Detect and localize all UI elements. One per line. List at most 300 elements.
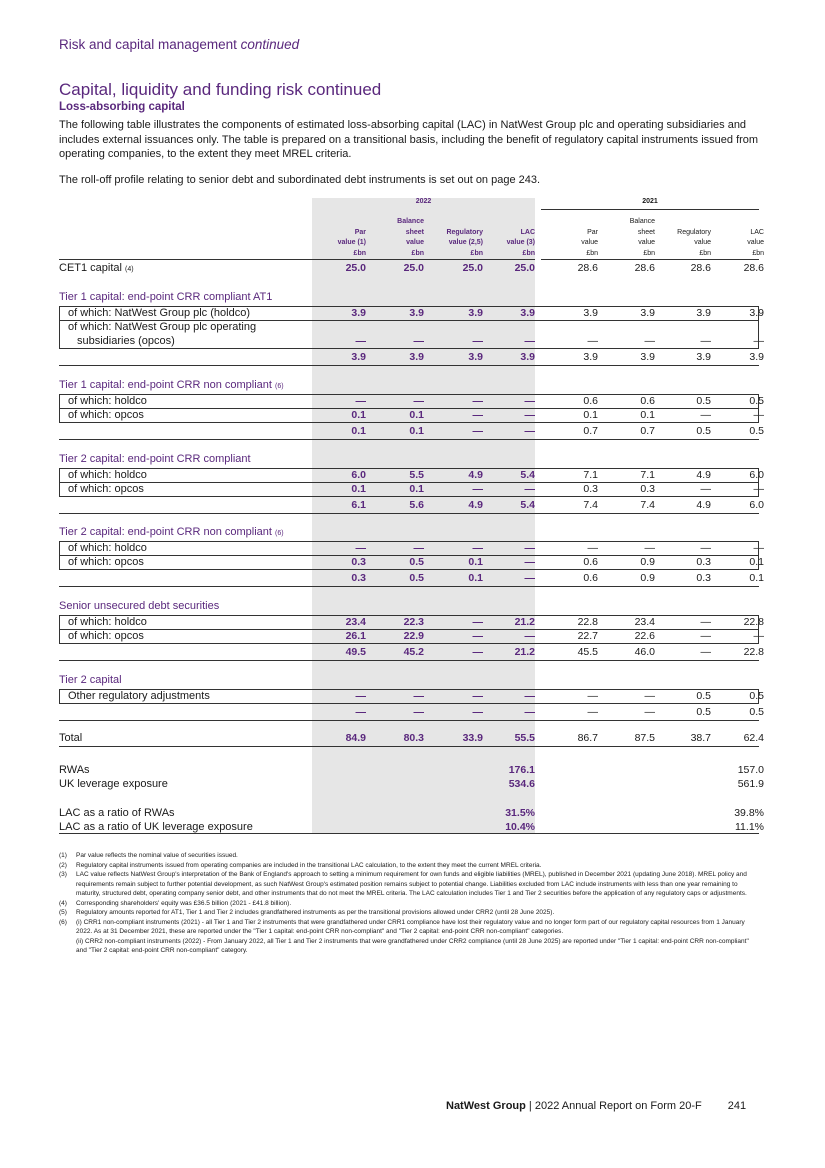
data-row: [59, 615, 764, 629]
value-2021: —: [700, 630, 711, 642]
row-label-text: of which: holdco: [68, 395, 147, 407]
page-title: Capital, liquidity and funding risk continued: [59, 80, 382, 99]
value-2022: 6.1: [351, 499, 366, 511]
value-2022: —: [472, 630, 483, 642]
header-rule-2022: [59, 259, 535, 260]
column-header: [657, 213, 711, 259]
value-2021: 0.5: [749, 690, 764, 702]
footnote-number: (2): [59, 861, 67, 869]
value-2022: —: [524, 690, 535, 702]
column-header-line: [581, 217, 598, 228]
value-2021: 0.6: [583, 556, 598, 568]
section-top-rule: [59, 615, 759, 616]
column-header: [312, 213, 366, 259]
value-2022: 23.4: [345, 616, 366, 628]
value-2022: —: [355, 706, 366, 718]
section-title: [59, 291, 272, 303]
column-header-text: [397, 217, 424, 259]
section-right-rule: [758, 541, 759, 569]
row-label-text: LAC as a ratio of RWAs: [59, 807, 175, 819]
value-2021: 7.4: [640, 499, 655, 511]
value-2021: 45.5: [577, 646, 598, 658]
value-2022: 10.4%: [505, 821, 535, 833]
section-left-rule: [59, 689, 60, 703]
footnote-number: (1): [59, 852, 67, 859]
section-right-rule: [758, 468, 759, 496]
column-header-line: Regulatory: [446, 228, 483, 236]
value-2022: 0.1: [468, 572, 483, 584]
value-2021: 0.9: [640, 556, 655, 568]
value-2021: 11.1%: [735, 821, 764, 833]
section-left-rule: [59, 541, 60, 569]
column-header-line: Par: [587, 228, 598, 236]
value-2021: 3.9: [640, 351, 655, 363]
footnote: [59, 861, 761, 871]
value-2022: —: [413, 690, 424, 702]
value-2022: 4.9: [468, 499, 483, 511]
row-label-text: RWAs: [59, 764, 90, 776]
value-2021: —: [700, 616, 711, 628]
value-2021: 0.7: [640, 425, 655, 437]
value-2021: 3.9: [640, 307, 655, 319]
value-2022: 26.1: [345, 630, 366, 642]
section-title-text: Tier 1 capital: end-point CRR compliant AT1: [59, 291, 273, 303]
value-2022: —: [524, 395, 535, 407]
value-2021: 4.9: [696, 499, 711, 511]
row-rule: [59, 422, 759, 423]
footnote: [59, 870, 761, 899]
column-header-line: £bn: [752, 249, 764, 257]
row-label-text: of which: opcos: [68, 483, 144, 495]
cet1-row: [59, 261, 764, 275]
row-label: [59, 763, 90, 777]
column-header-line: LAC: [520, 228, 535, 236]
value-2022: 45.2: [403, 646, 424, 658]
year-2021-label: 2021: [642, 198, 658, 205]
row-label: [68, 306, 250, 320]
value-2022: 3.9: [351, 307, 366, 319]
value-2022: 0.5: [409, 572, 424, 584]
value-2022: —: [524, 409, 535, 421]
value-2022: 3.9: [520, 351, 535, 363]
section-left-rule: [59, 394, 60, 422]
row-label: [68, 468, 147, 482]
section-title-text: Tier 2 capital: [59, 674, 122, 686]
footnotes: [59, 851, 761, 956]
value-2022: 0.3: [351, 572, 366, 584]
column-header-line: value (1): [337, 239, 366, 246]
row-label: [68, 482, 144, 496]
section-left-rule: [59, 615, 60, 643]
subtotal-rule: [59, 365, 759, 366]
value-2022: 0.1: [351, 409, 366, 421]
footnote-text: Corresponding shareholders' equity was £36.5 billion (2021 - £41.8 billion).: [76, 899, 292, 907]
value-2022: —: [524, 483, 535, 495]
row-label: [68, 615, 147, 629]
value-2022: —: [524, 425, 535, 437]
value-2021: 7.4: [583, 499, 598, 511]
footnote-ref: (6): [275, 530, 284, 537]
row-label-text: of which: holdco: [68, 469, 147, 481]
subtotal-rule: [59, 513, 759, 514]
value-2022: —: [472, 646, 483, 658]
value-2021: 87.5: [634, 732, 655, 744]
footnote-number: (3): [59, 871, 67, 878]
value-2022: —: [355, 335, 366, 347]
value-2021: 62.4: [743, 732, 764, 744]
value-2021: 22.6: [634, 630, 655, 642]
value-2021: 22.8: [743, 616, 764, 628]
row-rule: [59, 703, 759, 704]
footnote: [59, 899, 761, 909]
value-2021: —: [587, 542, 598, 554]
total-row: [59, 731, 764, 745]
row-rule: [59, 496, 759, 497]
section-top-rule: [59, 541, 759, 542]
value-2022: —: [413, 335, 424, 347]
row-label-text: Other regulatory adjustments: [68, 690, 210, 702]
data-row: [59, 541, 764, 555]
column-header-line: £bn: [699, 249, 711, 257]
value-2022: 0.3: [351, 556, 366, 568]
value-2022: —: [524, 630, 535, 642]
column-header-line: Balance: [397, 218, 424, 225]
value-2021: 86.7: [577, 732, 598, 744]
value-2021: 22.8: [577, 616, 598, 628]
row-label-text: UK leverage exposure: [59, 778, 168, 790]
column-header-line: LAC: [750, 228, 764, 236]
section-title-text: Senior unsecured debt securities: [59, 600, 220, 612]
section-right-rule: [758, 394, 759, 422]
column-header-line: Par: [354, 228, 366, 236]
column-header-line: value: [694, 239, 711, 246]
value-2021: 22.7: [577, 630, 598, 642]
value-2022: 3.9: [520, 307, 535, 319]
row-label-text: of which: opcos: [68, 630, 144, 642]
value-2021: 0.6: [583, 395, 598, 407]
column-header-text: [446, 217, 483, 259]
value-2022: 22.9: [403, 630, 424, 642]
value-2021: 3.9: [749, 351, 764, 363]
value-2021: 157.0: [737, 764, 764, 776]
value-2022: —: [472, 542, 483, 554]
row-label: [68, 394, 147, 408]
row-label: [59, 261, 134, 277]
value-2021: 0.3: [583, 483, 598, 495]
column-header-text: [338, 217, 366, 259]
value-2022: —: [524, 706, 535, 718]
row-rule: [59, 569, 759, 570]
section-top-rule: [59, 689, 759, 690]
value-2021: —: [700, 542, 711, 554]
row-label-text: LAC as a ratio of UK leverage exposure: [59, 821, 253, 833]
value-2021: 3.9: [583, 307, 598, 319]
value-2021: 3.9: [696, 307, 711, 319]
row-label: [59, 820, 253, 834]
value-2022: —: [524, 335, 535, 347]
value-2021: 0.5: [696, 425, 711, 437]
value-2021: —: [587, 690, 598, 702]
page-section-header: Risk and capital management continued: [59, 37, 300, 52]
value-2021: 0.9: [640, 572, 655, 584]
section-left-rule: [59, 306, 60, 348]
value-2021: 7.1: [583, 469, 598, 481]
column-header-line: £bn: [586, 249, 598, 257]
value-2022: —: [524, 572, 535, 584]
value-2022: 3.9: [409, 307, 424, 319]
section-title: [59, 379, 284, 391]
section-top-rule: [59, 306, 759, 307]
value-2021: 39.8%: [734, 807, 764, 819]
value-2021: 3.9: [696, 351, 711, 363]
year-2022-label: 2022: [415, 198, 432, 205]
row-label-continuation: subsidiaries (opcos): [77, 335, 175, 347]
footnote-text: Par value reflects the nominal value of securities issued.: [76, 852, 238, 859]
value-2021: —: [700, 335, 711, 347]
subtotal-rule: [59, 439, 759, 440]
value-2022: 25.0: [462, 262, 483, 274]
value-2022: 21.2: [514, 616, 535, 628]
footnote-text-continued: (ii) CRR2 non-compliant instruments (2022) - From January 2022, all Tier 1 and Tier 2 instruments that were grandfathered under CRR2 compliance (until 28 June 2025) are reported under "Tier 1 capital: end-point CRR non-compliant" and "Tier 2 capital: end-point CRR non-compliant" category.: [76, 937, 749, 954]
column-header: [544, 213, 598, 259]
section-title-text: Tier 2 capital: end-point CRR compliant: [59, 453, 251, 465]
value-2022: 5.4: [520, 469, 535, 481]
section-right-rule: [758, 615, 759, 643]
value-2021: —: [587, 706, 598, 718]
value-2022: 22.3: [403, 616, 424, 628]
value-2021: 0.3: [696, 556, 711, 568]
row-label: [68, 689, 210, 703]
footnote-ref: (4): [125, 266, 134, 273]
value-2021: —: [753, 335, 764, 347]
value-2021: 22.8: [743, 646, 764, 658]
value-2021: 0.1: [583, 409, 598, 421]
footnote: [59, 918, 761, 956]
value-2022: 55.5: [514, 732, 535, 744]
column-header: [370, 213, 424, 259]
value-2022: —: [472, 409, 483, 421]
value-2021: 7.1: [640, 469, 655, 481]
data-row: [59, 555, 764, 569]
row-label-text: of which: NatWest Group plc (holdco): [68, 307, 250, 319]
row-label-text: CET1 capital: [59, 262, 122, 274]
value-2021: 0.7: [583, 425, 598, 437]
value-2021: —: [753, 542, 764, 554]
intro-paragraph: The following table illustrates the components of estimated loss-absorbing capital (LAC) in NatWest Group plc and operating subsidiaries and includes external issuances only. The table is prepared on a transitional basis, including the benefit of regulatory capital instruments issued from operating companies, to the extent they meet MREL criteria.: [59, 119, 759, 160]
column-header-line: [677, 217, 711, 228]
column-header-line: [507, 217, 535, 228]
row-label: [59, 806, 175, 820]
value-2022: —: [355, 542, 366, 554]
value-2022: 25.0: [345, 262, 366, 274]
value-2021: 0.1: [749, 556, 764, 568]
value-2021: 0.5: [696, 690, 711, 702]
value-2021: 0.1: [749, 572, 764, 584]
value-2022: 534.6: [508, 778, 535, 790]
row-label: [68, 408, 144, 422]
column-header-line: £bn: [470, 249, 483, 257]
data-row: [59, 320, 764, 348]
column-header-text: [581, 217, 598, 259]
value-2021: —: [644, 690, 655, 702]
data-row: [59, 468, 764, 482]
subtotal-row: [59, 571, 764, 585]
column-header-text: [507, 217, 535, 259]
value-2022: 0.1: [351, 425, 366, 437]
row-label: [59, 777, 168, 791]
footnote-ref: (6): [275, 383, 284, 390]
value-2021: —: [700, 483, 711, 495]
column-header: [601, 213, 655, 259]
roll-off-paragraph: The roll-off profile relating to senior debt and subordinated debt instruments is set out on page 243.: [59, 174, 541, 186]
data-row: [59, 408, 764, 422]
total-rule: [59, 746, 759, 747]
value-2021: 0.5: [696, 395, 711, 407]
value-2021: 3.9: [749, 307, 764, 319]
value-2022: 5.4: [520, 499, 535, 511]
column-header: [481, 213, 535, 259]
value-2022: 31.5%: [505, 807, 535, 819]
section-right-rule: [758, 306, 759, 348]
row-label-text: of which: opcos: [68, 556, 144, 568]
column-header-line: [446, 217, 483, 228]
value-2022: 0.1: [468, 556, 483, 568]
column-header-line: value: [581, 239, 598, 246]
footnote-text: LAC value reflects NatWest Group's interpretation of the Bank of England's approach to setting a minimum requirement for own funds and eligible liabilities (MREL), published in December 2021 (updating June 2018). MREL policy and requirements remain subject to further potential development, as such NatWest Group's estimated position remains subject to potential change. Liabilities excluded from LAC include instruments with less than one year remaining to maturity, structured debt, operating company senior debt, and other instruments that do not meet the MREL criteria. The LAC calculation includes Tier 1 and Tier 2 securities before the application of any regulatory caps or adjustments.: [76, 871, 747, 897]
lac-table: [59, 198, 764, 834]
column-header-line: value: [406, 239, 424, 246]
value-2021: 38.7: [690, 732, 711, 744]
value-2021: 28.6: [577, 262, 598, 274]
value-2022: 176.1: [508, 764, 535, 776]
value-2022: —: [472, 706, 483, 718]
section-title: [59, 526, 284, 538]
column-header-line: value: [747, 239, 764, 246]
value-2022: 0.5: [409, 556, 424, 568]
ratio-row: [59, 806, 764, 820]
row-label: [68, 629, 144, 643]
footnote: [59, 908, 761, 918]
value-2021: —: [644, 542, 655, 554]
value-2021: 0.5: [749, 395, 764, 407]
value-2021: 23.4: [634, 616, 655, 628]
value-2022: 5.6: [409, 499, 424, 511]
row-label-text: of which: NatWest Group plc operating: [68, 321, 257, 333]
value-2021: 46.0: [634, 646, 655, 658]
value-2022: 49.5: [345, 646, 366, 658]
column-header-line: value (2,5): [448, 239, 483, 246]
value-2022: 25.0: [403, 262, 424, 274]
subtotal-rule: [59, 720, 759, 721]
value-2021: 0.5: [749, 706, 764, 718]
data-row: [59, 394, 764, 408]
footer-document: 2022 Annual Report on Form 20-F: [534, 1100, 702, 1112]
value-2021: 6.0: [749, 499, 764, 511]
row-label-text: of which: holdco: [68, 542, 147, 554]
value-2022: —: [472, 483, 483, 495]
value-2022: 6.0: [351, 469, 366, 481]
value-2022: 21.2: [514, 646, 535, 658]
value-2022: 0.1: [351, 483, 366, 495]
footnote: [59, 851, 761, 861]
value-2022: —: [472, 395, 483, 407]
section-left-rule: [59, 468, 60, 496]
section-title: [59, 453, 251, 465]
data-row: [59, 482, 764, 496]
column-header: [710, 213, 764, 259]
row-rule: [59, 348, 759, 349]
value-2021: 6.0: [749, 469, 764, 481]
section-top-rule: [59, 468, 759, 469]
subtotal-rule: [59, 586, 759, 587]
column-header-line: £bn: [643, 249, 655, 257]
value-2021: 0.5: [749, 425, 764, 437]
footnote-number: (5): [59, 909, 67, 916]
value-2021: 0.5: [696, 706, 711, 718]
column-header-line: £bn: [411, 249, 424, 257]
value-2022: 84.9: [345, 732, 366, 744]
value-2022: —: [472, 425, 483, 437]
footnote-number: (4): [59, 899, 67, 907]
year-2021-rule: [541, 209, 759, 210]
value-2022: —: [524, 542, 535, 554]
value-2021: —: [587, 335, 598, 347]
value-2022: —: [355, 690, 366, 702]
subtotal-rule: [59, 660, 759, 661]
section-title-text: Tier 1 capital: end-point CRR non compliant: [59, 379, 272, 391]
row-label: [68, 320, 256, 334]
column-header-line: value: [638, 239, 655, 246]
section-title: [59, 674, 122, 686]
row-label: [68, 555, 144, 569]
value-2021: 4.9: [696, 469, 711, 481]
column-header-line: [747, 217, 764, 228]
column-header-line: [338, 217, 366, 228]
value-2021: —: [644, 335, 655, 347]
subtotal-row: [59, 424, 764, 438]
value-2021: —: [644, 706, 655, 718]
column-header: [429, 213, 483, 259]
value-2022: 3.9: [468, 307, 483, 319]
value-2021: 0.6: [583, 572, 598, 584]
row-label: [59, 731, 82, 745]
ratio-row: [59, 820, 764, 834]
section-right-rule: [758, 689, 759, 703]
data-row: [59, 689, 764, 703]
value-2021: 561.9: [737, 778, 764, 790]
subtotal-row: [59, 498, 764, 512]
value-2021: 0.3: [640, 483, 655, 495]
data-row: [59, 629, 764, 643]
footer-brand: NatWest Group: [446, 1100, 526, 1112]
value-2022: 3.9: [409, 351, 424, 363]
column-header-line: Balance: [629, 218, 655, 225]
value-2021: 0.6: [640, 395, 655, 407]
value-2022: —: [472, 335, 483, 347]
footnote-number: (6): [59, 918, 67, 926]
column-header-text: [630, 217, 655, 259]
row-rule: [59, 643, 759, 644]
value-2021: —: [753, 630, 764, 642]
value-2022: 3.9: [351, 351, 366, 363]
value-2022: —: [413, 395, 424, 407]
footnote-text: Regulatory capital instruments issued from operating companies are included in the transitional LAC calculation, to the extent they meet the current MREL criteria.: [76, 861, 542, 869]
value-2022: —: [413, 542, 424, 554]
section-top-rule: [59, 394, 759, 395]
value-2021: 28.6: [690, 262, 711, 274]
section-title-text: Tier 2 capital: end-point CRR non compliant: [59, 526, 272, 538]
page-footer: NatWest Group | 2022 Annual Report on Form 20-F 241: [446, 1100, 747, 1112]
